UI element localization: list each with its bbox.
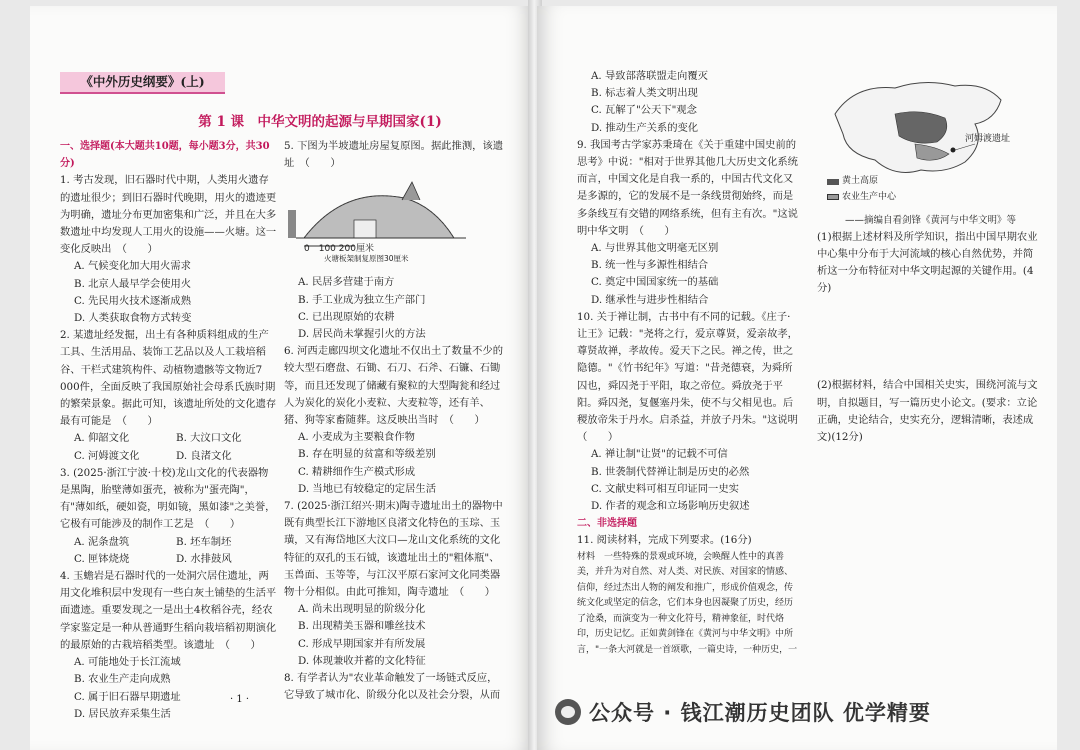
question-material: 材料 一些特殊的景观或环境，会唤醒人性中的真善美，并升为对自然、对人类、对民族、对国家的情感、信仰，经过杰出人物的阐发和推广，形成价值观念，传统文化或坚定的信念，它们本身也因凝聚了历史，经历了沧桑，而演变为一种文化符号，精神象征，时代烙印，历史记忆。正如黄剑锋在《黄河与中华文明》中所言，"一条大河就是一首颂歌，一篇史诗，一种历史，一: [577, 551, 798, 654]
question-stem: 7. (2025·浙江绍兴·期末)陶寺遗址出土的器物中既有典型长江下游地区良渚文化特色的玉琮、玉璜，又有海岱地区大汶口—龙山文化系统的文化特征的双孔的玉石钺，该遗址出土的"粗体瓶"、玉兽面、玉等等，与江汉平原石家河文化同类器物十分相似。由此可推知，陶寺遗址 （ ）: [284, 500, 503, 599]
question-stem: 3. (2025·浙江宁波·十校)龙山文化的代表器物是黑陶，胎壁薄如蛋壳，被称为"蛋壳陶"，有"薄如纸，硬如瓷，明如镜，黑如漆"之美誉，它极有可能涉及的制作工艺是 （ ）: [60, 466, 276, 531]
question-8-start: [284, 670, 506, 706]
question-11-part-1: (1)根据上述材料及所学知识，指出中国早期农业中心集中分布于大河流域的核心自然优势，并简析这一分布特征对中华文明起源的关键作用。(4分): [817, 230, 1038, 295]
option: A. 导致部落联盟走向覆灭: [591, 70, 708, 82]
question-5: [284, 138, 506, 343]
china-map-illustration: [825, 74, 1010, 184]
question-10: [577, 309, 809, 515]
legend-swatch-agri: [827, 194, 839, 200]
question-7: [284, 498, 506, 670]
question-3: [60, 465, 278, 568]
question-stem: 11. 阅读材料，完成下列要求。(16分): [577, 534, 752, 547]
option: B. 农业生产走向成熟: [74, 673, 171, 686]
book-title: 《中外历史纲要》(上): [60, 72, 225, 94]
option: A. 泥条盘筑: [74, 535, 130, 548]
question-stem: 9. 我国考古学家苏秉琦在《关于重建中国史前的思考》中说："相对于世界其他几大历史文化系统而言，中国文化是自我一系的，中国古代文化又是多源的，它的发展不是一条线贯彻始终，而是多条线互有交错的网络系统，但有主有次。"这说明中华文明 （ ）: [577, 138, 798, 237]
section-title-choice: 一、选择题(本大题共10题，每小题3分，共30分): [60, 141, 270, 170]
map-legend: [827, 174, 896, 205]
option: D. 居民尚未掌握引火的方法: [298, 328, 426, 341]
option: C. 文献史料可相互印证同一史实: [591, 482, 739, 495]
question-9: [577, 137, 799, 309]
option: B. 手工业成为独立生产部门: [298, 293, 426, 306]
legend-label: 农业生产中心: [842, 191, 897, 202]
option: B. 世袭制代替禅让制是历史的必然: [591, 465, 750, 478]
option: D. 良渚文化: [176, 449, 232, 462]
option: D. 人类获取食物方式转变: [74, 312, 192, 325]
option: A. 禅让制"让贤"的记载不可信: [591, 448, 728, 461]
watermark: [555, 692, 1065, 732]
wechat-icon: [555, 699, 581, 725]
page-number: · 1 ·: [230, 694, 250, 705]
option: B. 北京人最早学会使用火: [74, 277, 192, 290]
option: C. 形成早期国家并有所发展: [298, 637, 426, 650]
option: D. 推动生产关系的变化: [591, 121, 699, 134]
section-title-nonchoice: 二、非选择题: [577, 518, 637, 530]
question-11: [577, 532, 799, 653]
house-reconstruction-figure: [284, 176, 474, 266]
question-2: [60, 327, 278, 465]
option: C. 匣钵烧烧: [74, 552, 130, 565]
option: C. 属于旧石器早期遗址: [74, 690, 181, 703]
figure-scale: 0 100 200厘米: [304, 244, 374, 255]
question-6: [284, 343, 506, 498]
question-stem: 1. 考古发现，旧石器时代中期，人类用火遗存的遗址很少；到旧石器时代晚期，用火的遗迹更为明确，遗址分布更加密集和广泛，并且在大多数遗址中均发现人工用火的设施——火塘。这一变化反映出 （ ）: [60, 174, 277, 256]
option: A. 可能地处于长江流域: [74, 656, 181, 669]
question-8-options: [577, 68, 799, 137]
option: C. 奠定中国国家统一的基础: [591, 276, 719, 289]
answer-space-1: [817, 297, 1039, 377]
option: A. 气候变化加大用火需求: [74, 260, 191, 273]
question-stem: 8. 有学者认为"农业革命触发了一场链式反应，它导致了城市化、阶级分化以及社会分裂，从而: [284, 672, 501, 702]
map-caption: ——摘编自看剑锋《黄河与中华文明》等: [845, 215, 1017, 226]
question-stem: 4. 玉蟾岩是石器时代的一处洞穴居住遗址，两用文化堆积层中发现有一些白灰土铺垫的生活平面遗迹。重要发现之一是出土4枚稻谷壳，经农学家鉴定是一种从普通野生稻向栽培稻初期演化的最原始的古栽培稻类型。该遗址 （ ）: [60, 570, 277, 651]
watermark-text: 公众号 · 钱江潮历史团队 优学精要: [589, 701, 931, 725]
figure-caption: 火塘板架制复原图30厘米: [324, 253, 409, 263]
question-11-part-2: (2)根据材料，结合中国相关史实，围绕河流与文明，自拟题目，写一篇历史小论文。(要求：立论正确，史论结合，史实充分，逻辑清晰，表述成文)(12分): [817, 379, 1038, 443]
option: B. 存在明显的贫富和等级差别: [298, 448, 436, 461]
legend-label: 黄土高原: [842, 176, 879, 186]
left-page: [30, 6, 533, 750]
option: C. 已出现原始的农耕: [298, 310, 395, 323]
option: B. 出现精美玉器和雕丝技术: [298, 620, 426, 633]
option: A. 民居多营建于南方: [298, 276, 395, 289]
question-1: [60, 172, 278, 327]
option: A. 尚未出现明显的阶级分化: [298, 603, 426, 616]
option: D. 当地已有较稳定的定居生活: [298, 482, 436, 495]
option: B. 坯车制坯: [176, 535, 232, 548]
option: C. 瓦解了"公天下"观念: [591, 104, 697, 117]
question-stem: 5. 下图为半坡遗址房屋复原图。据此推测，该遗址 （ ）: [284, 140, 504, 170]
legend-swatch-loess: [827, 179, 839, 185]
question-stem: 6. 河西走廊四坝文化遗址不仅出土了数量不少的较大型石磨盘、石锄、石刀、石斧、石镰、石锄等，而且还发现了储藏有聚粒的大型陶瓮和经过人为炭化的炭化小麦粒、大麦粒等，还有羊、猪、狗等家畜随葬。这反映出当时 （ ）: [284, 345, 504, 427]
early-agriculture-map: [825, 74, 1010, 209]
option: A. 与世界其他文明毫无区别: [591, 242, 719, 255]
option: D. 继承性与进步性相结合: [591, 293, 709, 306]
right-page-left-column: [577, 68, 809, 654]
left-column: [60, 138, 278, 723]
question-stem: 2. 某遗址经发掘，出土有各种质料组成的生产工具、生活用品、装饰工艺品以及人工栽培稻谷、干栏式建筑构件、动植物遗骸等文物近7 000件，全面反映了我国原始社会母系氏族时期的繁荣景象。据此可知，该遗址所处的文化遗存最有可能是 （ ）: [60, 329, 277, 428]
option: A. 小麦成为主要粮食作物: [298, 431, 415, 444]
option: D. 体现兼收并蓄的文化特征: [298, 654, 426, 667]
left-page-right-column: [284, 138, 506, 706]
option: D. 居民放弃采集生活: [74, 707, 171, 720]
option: C. 河姆渡文化: [74, 449, 140, 462]
option: B. 大汶口文化: [176, 432, 242, 445]
option: A. 仰韶文化: [74, 432, 130, 445]
map-label: 河姆渡遗址: [965, 134, 1011, 144]
option: C. 精耕细作生产模式形成: [298, 465, 416, 478]
option: B. 标志着人类文明出现: [591, 87, 698, 100]
option: B. 统一性与多源性相结合: [591, 259, 709, 272]
option: D. 水排鼓风: [176, 552, 232, 565]
right-page-right-column: [817, 68, 1039, 446]
option: D. 作者的观念和立场影响历史叙述: [591, 500, 750, 513]
right-page: [537, 6, 1057, 750]
lesson-title: 第 1 课 中华文明的起源与早期国家(1): [198, 114, 442, 130]
question-stem: 10. 关于禅让制，古书中有不同的记载。《庄子·让王》记载："尧将之行，爱京尊贤，爱亲故孝，尊贤故禅，孝故传。爱天下之民。禅之传，世之隐德。"《竹书纪年》写道："昔尧德衰，为舜所囚也，舜囚尧于平阳，取之帝位。舜放尧于平阳。舜囚尧，复偃塞丹朱，使不与父相见也。后稷放帝朱于丹水。启杀益，并放子丹朱。"这说明 （ ）: [577, 310, 809, 444]
option: C. 先民用火技术逐渐成熟: [74, 294, 192, 307]
